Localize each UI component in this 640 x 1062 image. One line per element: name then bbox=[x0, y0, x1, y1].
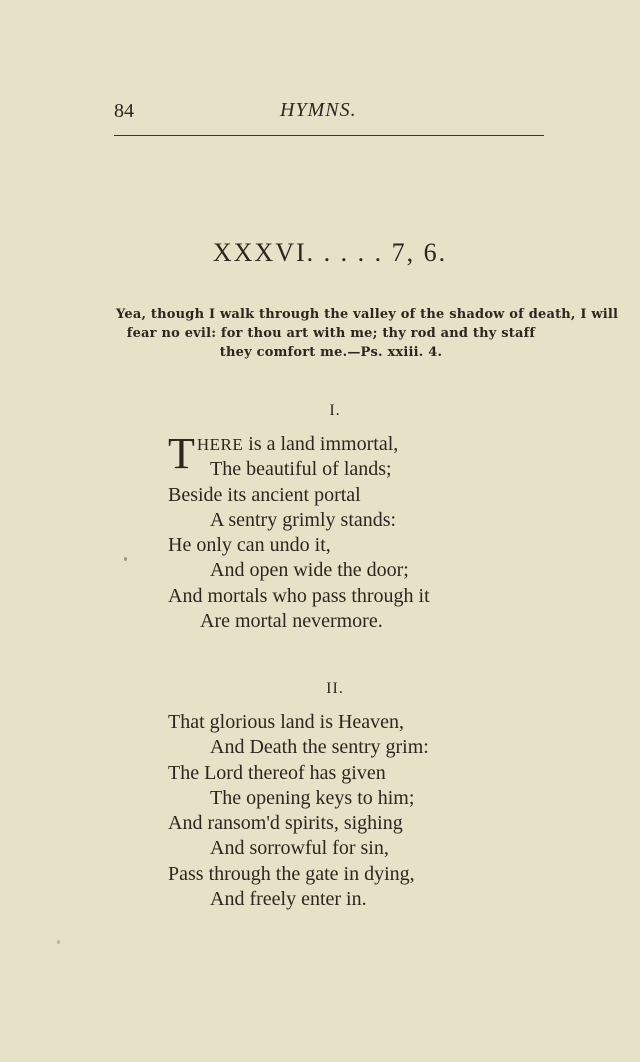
epigraph-line: they comfort me.—Ps. xxiii. 4. bbox=[219, 345, 443, 360]
first-word: HERE bbox=[196, 435, 244, 454]
page-number: 84 bbox=[114, 100, 134, 122]
paper-speck bbox=[57, 940, 60, 944]
verse-line: And ransom'd spirits, sighing bbox=[168, 812, 403, 835]
verse-line: Beside its ancient portal bbox=[168, 483, 361, 506]
verse-line: He only can undo it, bbox=[168, 534, 331, 557]
paper-speck bbox=[124, 557, 127, 561]
verse-line: A sentry grimly stands: bbox=[210, 508, 397, 531]
stanza-number: II. bbox=[326, 680, 344, 697]
verse-line: The Lord thereof has given bbox=[168, 761, 386, 784]
epigraph-line: fear no evil: for thou art with me; thy rod and thy staff bbox=[126, 326, 536, 341]
header-divider bbox=[114, 135, 544, 136]
stanza bbox=[168, 429, 430, 634]
verse-line: Pass through the gate in dying, bbox=[168, 862, 415, 885]
verse-line: Are mortal nevermore. bbox=[200, 610, 383, 633]
verse-line: The beautiful of lands; bbox=[210, 458, 392, 481]
verse-line: The opening keys to him; bbox=[210, 786, 415, 809]
verse-line: That glorious land is Heaven, bbox=[168, 711, 405, 733]
stanza-number: I. bbox=[329, 402, 341, 419]
drop-cap: T bbox=[168, 429, 195, 478]
epigraph bbox=[116, 305, 619, 362]
first-line-text: is a land immortal, bbox=[243, 433, 399, 455]
running-title: HYMNS. bbox=[280, 99, 357, 121]
verse-line: And mortals who pass through it bbox=[168, 584, 430, 607]
hymn-number: XXXVI. . . . . 7, 6. bbox=[212, 238, 448, 267]
stanza bbox=[168, 710, 429, 912]
verse-line: And freely enter in. bbox=[210, 888, 367, 911]
verse-line: And Death the sentry grim: bbox=[210, 736, 429, 759]
epigraph-line: Yea, though I walk through the valley of the shadow of death, I will bbox=[116, 307, 619, 322]
verse-line: And open wide the door; bbox=[210, 559, 409, 582]
verse-line: And sorrowful for sin, bbox=[210, 837, 389, 860]
